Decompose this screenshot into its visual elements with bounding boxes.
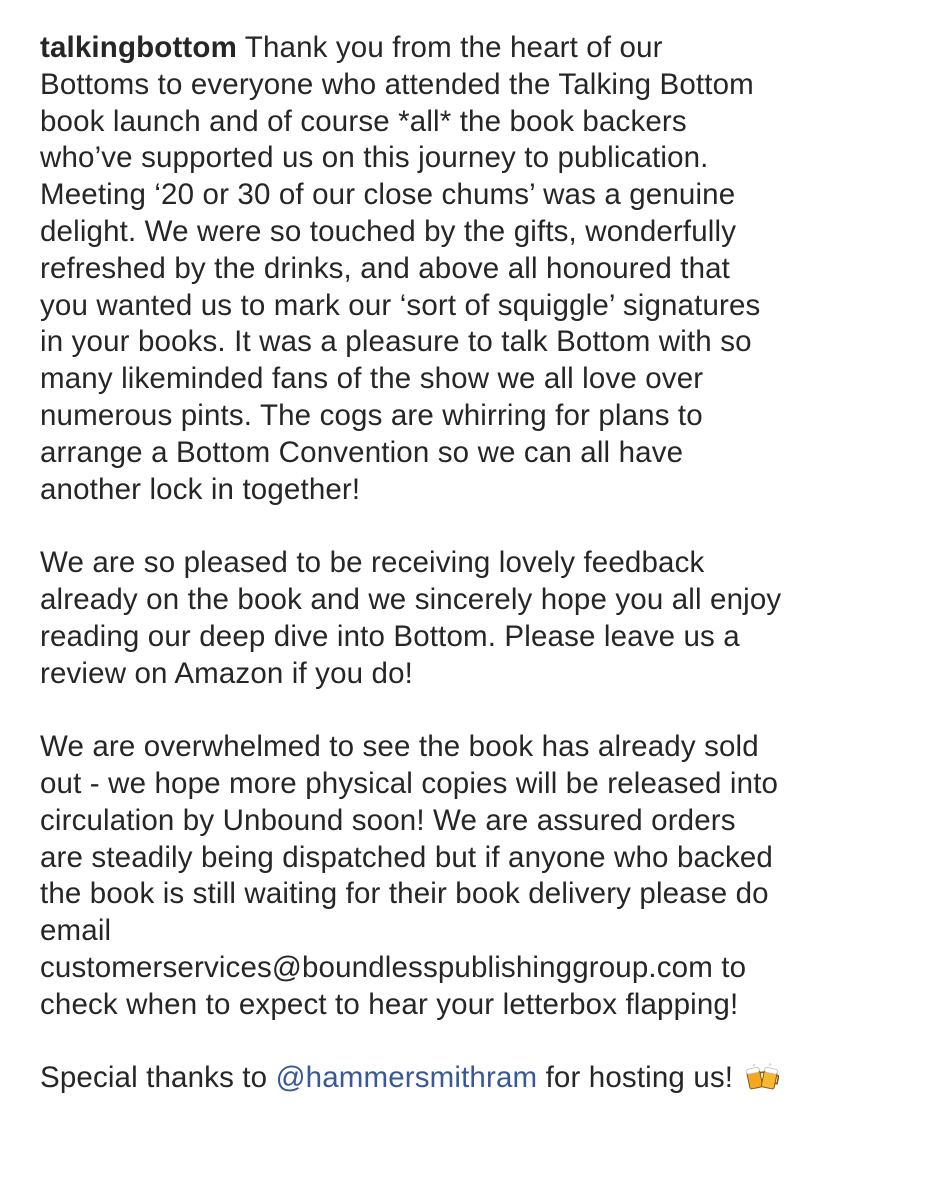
email-link[interactable]: customerservices@boundlesspublishinggroup.com [40, 950, 713, 984]
mention-link[interactable]: @hammersmithram [275, 1061, 538, 1095]
caption-line: Thank you from the heart of our [236, 31, 663, 64]
caption-paragraph-3 [40, 729, 920, 1023]
caption-line: who’ve supported us on this journey to publication. [40, 141, 709, 175]
caption-line: Special thanks to [40, 1061, 276, 1095]
caption-line: many likeminded fans of the show we all love over [40, 362, 704, 396]
caption-line: to [712, 950, 747, 984]
caption-line: already on the book and we sincerely hope you all enjoy [40, 582, 782, 616]
username-link[interactable]: talkingbottom [40, 31, 237, 64]
caption-line: you wanted us to mark our ‘sort of squiggle’ signatures [40, 288, 761, 322]
caption-line: book launch and of course *all* the book backers [40, 104, 687, 138]
caption-line: out - we hope more physical copies will be released into [40, 766, 779, 800]
caption-line: refreshed by the drinks, and above all honoured that [40, 251, 731, 285]
caption-line: delight. We were so touched by the gifts, wonderfully [40, 214, 737, 248]
post-caption [40, 30, 920, 1097]
caption-line: Bottoms to everyone who attended the Talking Bottom [40, 67, 754, 101]
caption-line: are steadily being dispatched but if anyone who backed [40, 840, 773, 874]
caption-paragraph-2 [40, 545, 920, 692]
caption-line: We are overwhelmed to see the book has already sold [40, 730, 759, 764]
caption-line: review on Amazon if you do! [40, 656, 414, 690]
caption-line: the book is still waiting for their book delivery please do [40, 877, 769, 911]
paragraph-spacer [40, 692, 920, 729]
beer-mugs-icon-graphic [745, 1062, 779, 1092]
caption-line: Meeting ‘20 or 30 of our close chums’ was a genuine [40, 178, 736, 212]
caption-paragraph-4 [40, 1060, 920, 1097]
caption-line: in your books. It was a pleasure to talk Bottom with so [40, 325, 752, 359]
caption-line: arrange a Bottom Convention so we can all have [40, 435, 684, 469]
caption-paragraph-1 [40, 30, 920, 508]
caption-line: reading our deep dive into Bottom. Please leave us a [40, 619, 740, 653]
caption-line: check when to expect to hear your letterbox flapping! [40, 987, 739, 1021]
paragraph-spacer [40, 508, 920, 545]
caption-line: numerous pints. The cogs are whirring for plans to [40, 398, 703, 432]
caption-line: email [40, 914, 112, 948]
caption-line: for hosting us! [537, 1061, 742, 1095]
caption-line: another lock in together! [40, 472, 361, 506]
caption-line: circulation by Unbound soon! We are assured orders [40, 803, 736, 837]
caption-line: We are so pleased to be receiving lovely feedback [40, 546, 705, 580]
paragraph-spacer [40, 1024, 920, 1061]
beer-mugs-icon [745, 1062, 779, 1092]
